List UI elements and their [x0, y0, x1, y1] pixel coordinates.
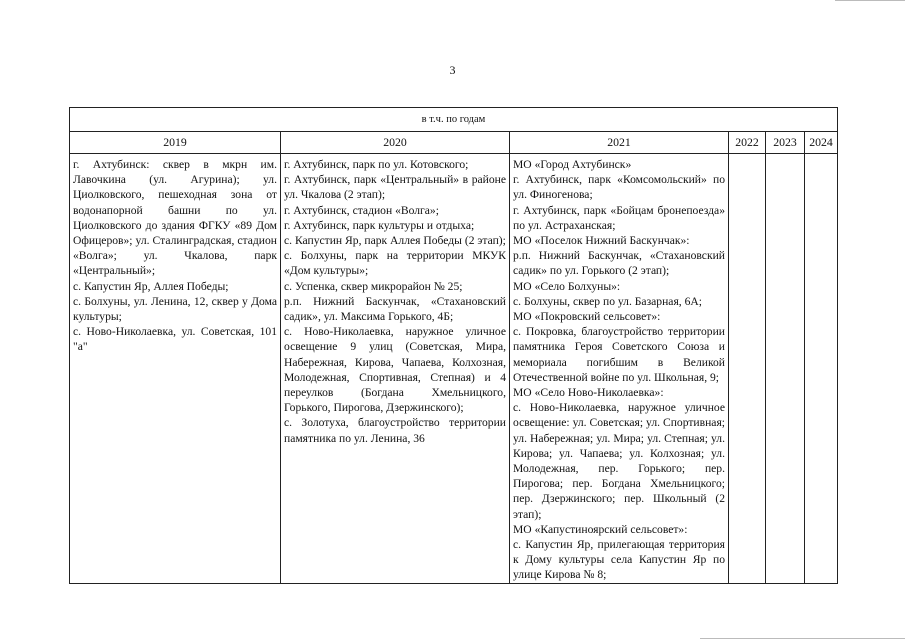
cell-line: г. Ахтубинск, парк по ул. Котовского;	[284, 158, 469, 171]
scan-mark	[835, 0, 905, 1]
cell-line: с. Болхуны, парк на территории МКУК «Дом культуры»;	[284, 249, 506, 278]
cell-2020	[281, 154, 510, 584]
cell-line: МО «Покровский сельсовет»:	[513, 310, 661, 324]
cell-line: с. Ново-Николаевка, наружное уличное освещение 9 улиц (Советская, Мира, Набережная, Кирова, Чапаева, Колхозная, Молодежная, Спортивная, Степная) и 4 переулков (Богдана Хмельницкого, Горького, Пирогова, Дзержинского);	[284, 325, 506, 415]
cell-line: МО «Капустиноярский сельсовет»:	[513, 522, 688, 536]
cell-line: с. Ново-Николаевка, ул. Советская, 101 "а"	[73, 325, 277, 354]
cell-line: г. Ахтубинск, парк «Бойцам бронепоезда» по ул. Астраханская;	[513, 203, 725, 232]
year-header-2024: 2024	[805, 132, 838, 154]
group-header: в т.ч. по годам	[70, 108, 838, 132]
page-number: 3	[449, 63, 456, 77]
cell-line: с. Покровка, благоустройство территории памятника Героя Советского Союза и мемориала погибшим в Великой Отечественной войне по ул. Школьная, 9;	[513, 325, 725, 384]
cell-line: г. Ахтубинск: сквер в мкрн им. Лавочкина (ул. Агурина); ул. Циолковского, пешеходная зона от водонапорной башни по ул. Циолковского до здания ФГКУ «89 Дом Офицеров»; ул. Сталинградская, стадион «Волга»; ул. Чкалова, парк «Центральный»;	[73, 158, 277, 278]
year-header-2021: 2021	[510, 132, 729, 154]
year-header-2023: 2023	[766, 132, 805, 154]
cell-line: с. Успенка, сквер микрорайон № 25;	[284, 279, 463, 293]
cell-line: с. Капустин Яр, прилегающая территория к Дому культуры села Капустин Яр по улице Кирова № 8;	[513, 538, 725, 582]
cell-2019	[70, 154, 281, 584]
cell-line: г. Ахтубинск, парк культуры и отдыха;	[284, 218, 475, 232]
cell-line: МО «Село Ново-Николаевка»:	[513, 386, 664, 400]
cell-line: р.п. Нижний Баскунчак, «Стахановский садик» по ул. Горького (2 этап);	[513, 249, 725, 278]
cell-line: с. Ново-Николаевка, наружное уличное освещение: ул. Советская; ул. Спортивная; ул. Набережная; ул. Мира; ул. Степная; ул. Кирова; ул. Чапаева; ул. Колхозная; ул. Молодежная, пер. Горького; пер. Пирогова; пер. Богдана Хмельницкого; пер. Дзержинского; пер. Школьный (2 этап);	[513, 401, 725, 521]
cell-line: с. Золотуха, благоустройство территории памятника по ул. Ленина, 36	[284, 416, 506, 445]
cell-2021	[510, 154, 729, 584]
cell-line: р.п. Нижний Баскунчак, «Стахановский садик», ул. Максима Горького, 4Б;	[284, 294, 506, 324]
cell-line: МО «Город Ахтубинск»	[513, 158, 632, 171]
cell-line: с. Болхуны, ул. Ленина, 12, сквер у Дома культуры;	[73, 294, 277, 324]
year-header-2020: 2020	[281, 132, 510, 154]
cell-2024	[805, 154, 838, 584]
cell-line: г. Ахтубинск, стадион «Волга»;	[284, 203, 439, 217]
cell-line: с. Капустин Яр, парк Аллея Победы (2 этап);	[284, 234, 506, 248]
cell-2023	[766, 154, 805, 584]
cell-line: с. Болхуны, сквер по ул. Базарная, 6А;	[513, 294, 702, 308]
scan-mark	[700, 638, 905, 639]
cell-line: г. Ахтубинск, парк «Комсомольский» по ул. Финогенова;	[513, 173, 725, 202]
year-header-2019: 2019	[70, 132, 281, 154]
cell-line: с. Капустин Яр, Аллея Победы;	[73, 279, 229, 293]
year-header-2022: 2022	[729, 132, 766, 154]
cell-2022	[729, 154, 766, 584]
cell-line: г. Ахтубинск, парк «Центральный» в районе ул. Чкалова (2 этап);	[284, 173, 506, 202]
cell-line: МО «Село Болхуны»:	[513, 279, 621, 293]
years-table	[69, 107, 838, 584]
cell-line: МО «Поселок Нижний Баскунчак»:	[513, 234, 690, 248]
